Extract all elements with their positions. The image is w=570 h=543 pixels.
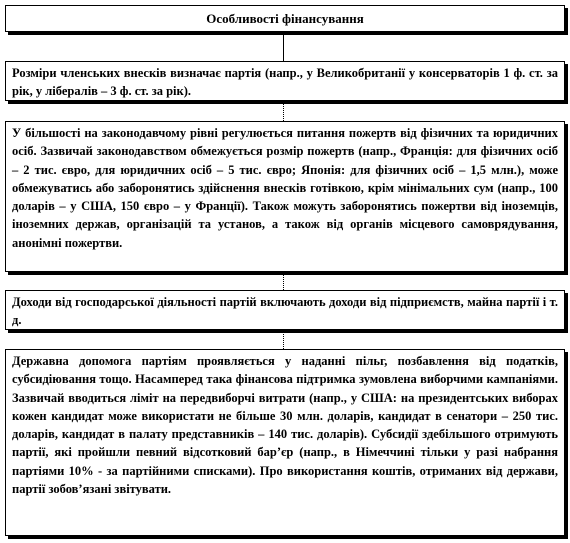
state-aid-block: Державна допомога партіям проявляється у наданні пільг, позбавлення від податків, субсидіювання тощо. Насамперед така фінансова підтримка зумовлена виборчими кампаніями. Зазвичай вводиться ліміт на передвиборчі витрати (напр., у США: на президентських виборах кожен кандидат може використати не більше 30 млн. доларів, кандидат в сенатори – 250 тис. доларів, кандидат в палату представників – 140 тис. доларів). Субсидії здебільшого отримують партії, які пройшли певний відсотковий бар’єр (напр., в Німеччині тільки у разі набрання партіями 10% - за партійними списками). Про використання коштів, отриманих від держави, партії зобов’язані звітувати. — [5, 349, 565, 536]
donations-block: У більшості на законодавчому рівні регулюється питання пожертв від фізичних та юридичних осіб. Зазвичай законодавством обмежується розмір пожертв (напр., Франція: для фізичних осіб – 2 тис. євро, для юридичних осіб – 5 тис. євро; Японія: для фізичних осіб – 1,5 млн.), може обмежуватись або заборонятись здійснення внесків готівкою, крім мінімальних сум (напр., 100 доларів – у США, 150 євро – у Франції). Також можуть заборонятись пожертви від іноземців, іноземних держав, організацій та установ, а також від органів місцевого самоврядування, анонімні пожертви. — [5, 121, 565, 272]
business-income-block: Доходи від господарської діяльності партій включають доходи від підприємств, майна партії і т. д. — [5, 290, 565, 330]
connector-line — [283, 34, 284, 61]
connector-line — [283, 103, 284, 121]
diagram-title: Особливості фінансування — [5, 5, 565, 32]
connector-line — [283, 332, 284, 349]
connector-line — [283, 274, 284, 290]
membership-fees-block: Розміри членських внесків визначає партія (напр., у Великобританії у консерваторів 1 ф. ст. за рік, у лібералів – 3 ф. ст. за рік). — [5, 61, 565, 101]
